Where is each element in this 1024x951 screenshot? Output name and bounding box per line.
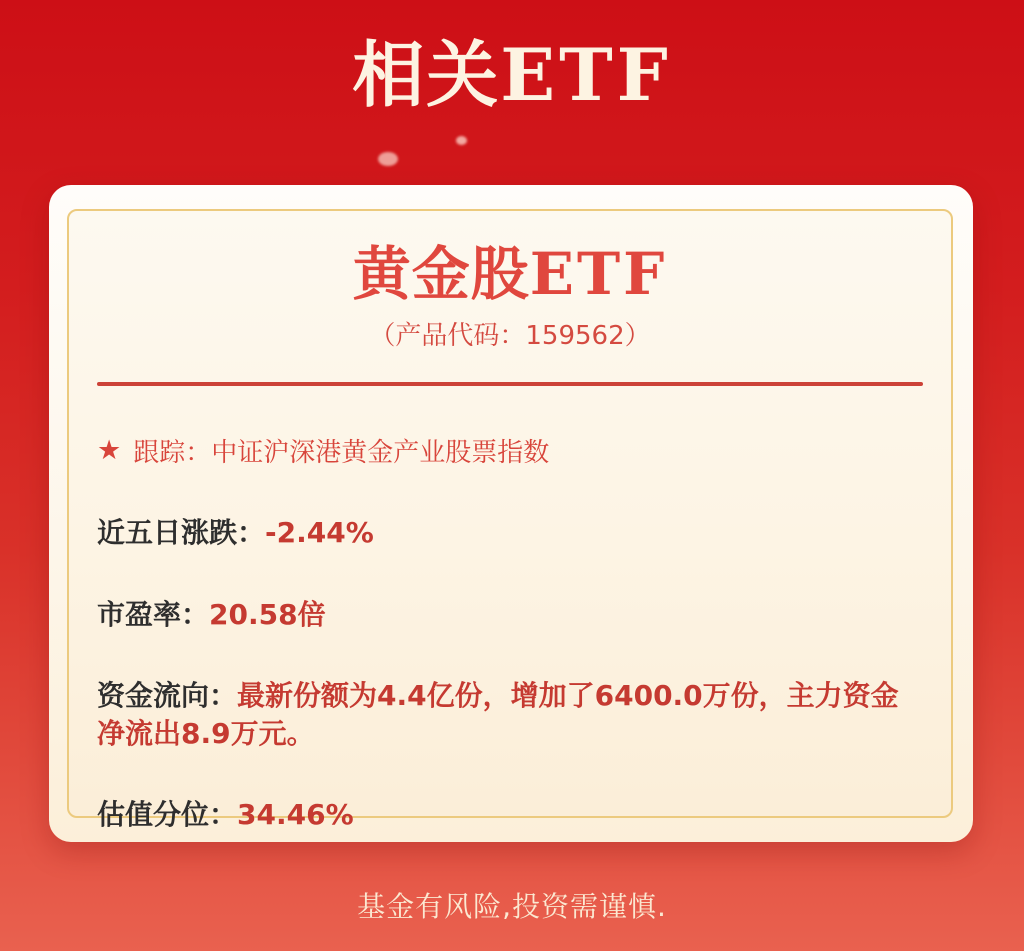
five-day-change-label: 近五日涨跌： bbox=[97, 515, 266, 549]
fund-name-en: ETF bbox=[529, 240, 668, 308]
title-divider bbox=[97, 382, 923, 386]
decorative-dot-large bbox=[378, 152, 398, 166]
fund-flow-value: 最新份额为4.4亿份，增加了6400.0万份，主力资金净流出8.9万元。 bbox=[97, 678, 899, 750]
pe-ratio-row bbox=[97, 593, 923, 633]
pe-ratio-label: 市盈率： bbox=[97, 597, 210, 631]
tracking-index-name: 中证沪深港黄金产业股票指数 bbox=[211, 437, 550, 468]
fund-name bbox=[97, 240, 923, 308]
page-title bbox=[0, 34, 1024, 117]
decorative-dot-small bbox=[456, 136, 467, 145]
tracking-index-row bbox=[97, 432, 923, 469]
fund-flow-row bbox=[97, 677, 923, 753]
risk-disclaimer: 基金有风险,投资需谨慎. bbox=[357, 890, 667, 923]
fund-name-zh: 黄金股 bbox=[352, 240, 530, 308]
star-icon: ★ bbox=[97, 434, 122, 466]
etf-card-inner-border bbox=[67, 209, 953, 831]
five-day-change-value: -2.44% bbox=[265, 515, 374, 549]
valuation-percentile-row bbox=[97, 793, 923, 833]
page-title-en: ETF bbox=[500, 32, 672, 117]
fund-product-code: （产品代码：159562） bbox=[369, 320, 651, 351]
etf-card bbox=[49, 185, 973, 842]
five-day-change-row bbox=[97, 511, 923, 551]
valuation-percentile-value: 34.46% bbox=[237, 797, 354, 831]
tracking-label: 跟踪： bbox=[133, 437, 212, 468]
pe-ratio-value: 20.58倍 bbox=[209, 597, 326, 631]
fund-flow-label: 资金流向： bbox=[97, 678, 238, 712]
valuation-percentile-label: 估值分位： bbox=[97, 797, 238, 831]
page-title-zh: 相关 bbox=[352, 33, 501, 117]
